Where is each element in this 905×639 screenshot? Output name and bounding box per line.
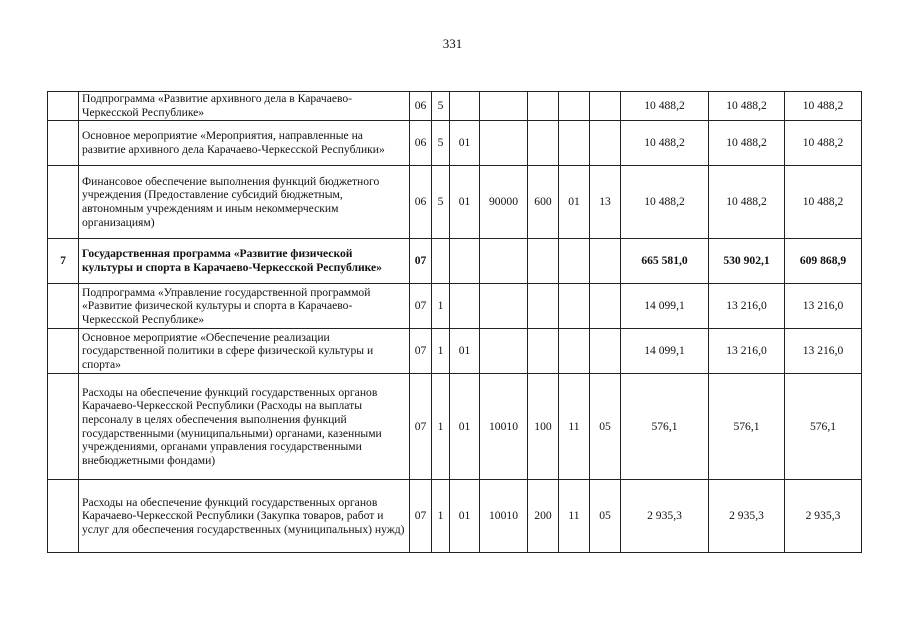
amount-year-2: 10 488,2 xyxy=(709,166,785,239)
table-row xyxy=(48,121,862,166)
direction-code: 90000 xyxy=(480,166,528,239)
activity-code xyxy=(450,92,480,121)
expense-type-code xyxy=(528,239,559,284)
row-number xyxy=(48,166,79,239)
table-row xyxy=(48,480,862,553)
row-number xyxy=(48,374,79,480)
direction-code xyxy=(480,329,528,374)
table-row xyxy=(48,374,862,480)
subprogram-code: 5 xyxy=(432,92,450,121)
amount-year-1: 576,1 xyxy=(621,374,709,480)
table-row xyxy=(48,92,862,121)
section-code: 07 xyxy=(410,239,432,284)
subprogram-code: 1 xyxy=(432,374,450,480)
row-number xyxy=(48,92,79,121)
row-name: Основное мероприятие «Обеспечение реализации государственной политики в сфере физической культуры и спорта» xyxy=(79,329,410,374)
row-name: Расходы на обеспечение функций государственных органов Карачаево-Черкесской Республики (Расходы на выплаты персоналу в целях обеспечения выполнения функций государственными (муниципальными) органами, казенными учреждениями, органами управления государственными внебюджетными фондами) xyxy=(79,374,410,480)
amount-year-1: 2 935,3 xyxy=(621,480,709,553)
chapter-code xyxy=(559,329,590,374)
subprogram-code: 5 xyxy=(432,166,450,239)
amount-year-3: 609 868,9 xyxy=(785,239,862,284)
table-row xyxy=(48,166,862,239)
subsection-code: 05 xyxy=(590,480,621,553)
amount-year-1: 14 099,1 xyxy=(621,329,709,374)
amount-year-2: 13 216,0 xyxy=(709,284,785,329)
subsection-code xyxy=(590,284,621,329)
expense-type-code: 600 xyxy=(528,166,559,239)
amount-year-3: 2 935,3 xyxy=(785,480,862,553)
subprogram-code: 5 xyxy=(432,121,450,166)
amount-year-2: 576,1 xyxy=(709,374,785,480)
direction-code xyxy=(480,92,528,121)
amount-year-2: 10 488,2 xyxy=(709,92,785,121)
section-code: 07 xyxy=(410,284,432,329)
table-row xyxy=(48,329,862,374)
page-number: 331 xyxy=(442,36,463,51)
amount-year-1: 665 581,0 xyxy=(621,239,709,284)
row-name: Подпрограмма «Управление государственной программой «Развитие физической культуры и спорта в Карачаево-Черкесской Республике» xyxy=(79,284,410,329)
subsection-code xyxy=(590,329,621,374)
amount-year-1: 14 099,1 xyxy=(621,284,709,329)
direction-code xyxy=(480,239,528,284)
subprogram-code: 1 xyxy=(432,284,450,329)
expense-type-code xyxy=(528,329,559,374)
expense-type-code xyxy=(528,92,559,121)
amount-year-2: 13 216,0 xyxy=(709,329,785,374)
row-name: Государственная программа «Развитие физической культуры и спорта в Карачаево-Черкесской Республике» xyxy=(79,239,410,284)
row-number xyxy=(48,121,79,166)
activity-code: 01 xyxy=(450,329,480,374)
chapter-code xyxy=(559,284,590,329)
row-name: Финансовое обеспечение выполнения функций бюджетного учреждения (Предоставление субсидий бюджетным, автономным учреждениям и иным некоммерческим организациям) xyxy=(79,166,410,239)
chapter-code: 11 xyxy=(559,374,590,480)
expense-type-code: 200 xyxy=(528,480,559,553)
expense-type-code: 100 xyxy=(528,374,559,480)
activity-code: 01 xyxy=(450,121,480,166)
chapter-code xyxy=(559,239,590,284)
expense-type-code xyxy=(528,121,559,166)
section-code: 06 xyxy=(410,166,432,239)
table-row xyxy=(48,284,862,329)
activity-code: 01 xyxy=(450,374,480,480)
chapter-code xyxy=(559,121,590,166)
row-number xyxy=(48,480,79,553)
amount-year-3: 13 216,0 xyxy=(785,329,862,374)
direction-code: 10010 xyxy=(480,374,528,480)
activity-code: 01 xyxy=(450,480,480,553)
row-number: 7 xyxy=(48,239,79,284)
subsection-code xyxy=(590,92,621,121)
row-number xyxy=(48,284,79,329)
subprogram-code xyxy=(432,239,450,284)
amount-year-3: 10 488,2 xyxy=(785,166,862,239)
subprogram-code: 1 xyxy=(432,329,450,374)
amount-year-3: 13 216,0 xyxy=(785,284,862,329)
row-number xyxy=(48,329,79,374)
subprogram-code: 1 xyxy=(432,480,450,553)
section-code: 07 xyxy=(410,329,432,374)
amount-year-1: 10 488,2 xyxy=(621,92,709,121)
row-name: Расходы на обеспечение функций государственных органов Карачаево-Черкесской Республики (Закупка товаров, работ и услуг для обеспечения государственных (муниципальных) нужд) xyxy=(79,480,410,553)
subsection-code: 13 xyxy=(590,166,621,239)
subsection-code: 05 xyxy=(590,374,621,480)
row-name: Основное мероприятие «Мероприятия, направленные на развитие архивного дела Карачаево-Черкесской Республики» xyxy=(79,121,410,166)
direction-code xyxy=(480,121,528,166)
row-name: Подпрограмма «Развитие архивного дела в Карачаево-Черкесской Республике» xyxy=(79,92,410,121)
amount-year-3: 10 488,2 xyxy=(785,121,862,166)
amount-year-3: 576,1 xyxy=(785,374,862,480)
chapter-code: 11 xyxy=(559,480,590,553)
amount-year-1: 10 488,2 xyxy=(621,121,709,166)
expense-type-code xyxy=(528,284,559,329)
activity-code: 01 xyxy=(450,166,480,239)
subsection-code xyxy=(590,239,621,284)
section-code: 07 xyxy=(410,374,432,480)
amount-year-3: 10 488,2 xyxy=(785,92,862,121)
section-code: 06 xyxy=(410,121,432,166)
amount-year-2: 2 935,3 xyxy=(709,480,785,553)
chapter-code: 01 xyxy=(559,166,590,239)
amount-year-2: 10 488,2 xyxy=(709,121,785,166)
chapter-code xyxy=(559,92,590,121)
budget-table xyxy=(47,91,862,553)
section-code: 06 xyxy=(410,92,432,121)
subsection-code xyxy=(590,121,621,166)
amount-year-2: 530 902,1 xyxy=(709,239,785,284)
amount-year-1: 10 488,2 xyxy=(621,166,709,239)
table-row xyxy=(48,239,862,284)
direction-code xyxy=(480,284,528,329)
section-code: 07 xyxy=(410,480,432,553)
activity-code xyxy=(450,284,480,329)
activity-code xyxy=(450,239,480,284)
direction-code: 10010 xyxy=(480,480,528,553)
